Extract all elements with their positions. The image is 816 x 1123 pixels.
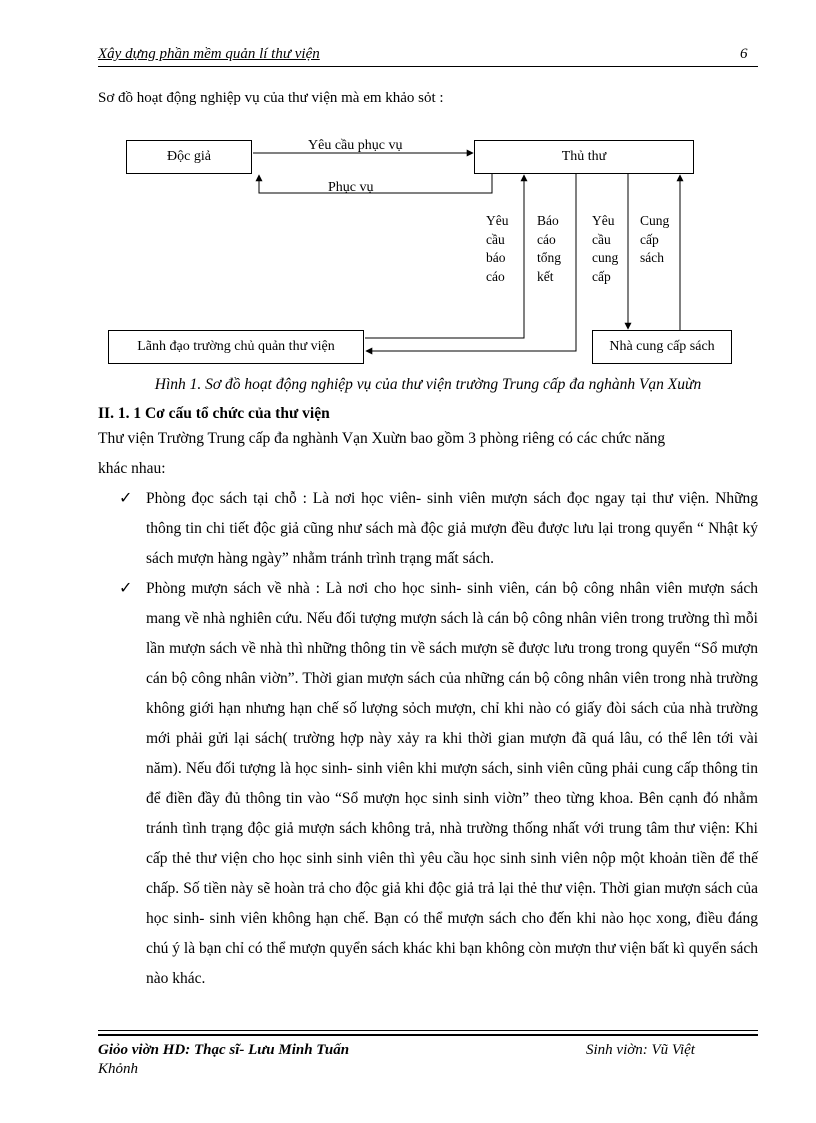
bullet-check-icon: ✓ xyxy=(119,580,133,597)
label-service: Phục vụ xyxy=(328,180,374,195)
label-service-request: Yêu cầu phục vụ xyxy=(308,138,403,153)
label-supply-request: Yêu cầu cung cấp xyxy=(592,213,619,284)
section-heading: II. 1. 1 Cơ cấu tổ chức của thư viện xyxy=(98,405,330,422)
label-supply-books: Cung cấp sách xyxy=(640,213,670,265)
page-number: 6 xyxy=(740,46,748,62)
diagram-intro-text: Sơ đồ hoạt động nghiệp vụ của thư viện mà em khảo sỏt : xyxy=(98,90,444,106)
section-intro-line1: Thư viện Trường Trung cấp đa nghành Vạn Xuừn bao gồm 3 phòng riêng có các chức năng xyxy=(98,430,666,447)
footer-student-continued: Khỏnh xyxy=(98,1061,139,1077)
diagram-arrows xyxy=(0,0,816,380)
footer-rule-thin xyxy=(98,1030,758,1031)
node-librarian: Thủ thư xyxy=(474,140,694,174)
footer-student: Sinh viờn: Vũ Việt xyxy=(586,1042,695,1058)
node-supplier: Nhà cung cấp sách xyxy=(592,330,732,364)
business-process-diagram xyxy=(0,0,816,380)
edge-service xyxy=(259,173,492,193)
figure-caption: Hình 1. Sơ đồ hoạt động nghiệp vụ của thư viện trường Trung cấp đa nghành Vạn Xuừn xyxy=(154,376,702,393)
bullet-reading-room: Phòng đọc sách tại chỗ : Là nơi học viên- sinh viên mượn sách đọc ngay tại thư viện. Những thông tin chi tiết độc giả cũng như sách mà độc giả mượn đều được lưu lại trong quyển “ Nhật ký sách mượn hàng ngày” nhằm tránh trình trạng mất sách. xyxy=(146,490,758,567)
bullet-lending-room: Phòng mượn sách về nhà : Là nơi cho học sinh- sinh viên, cán bộ công nhân viên mượn sách mang về nhà nghiên cứu. Nếu đối tượng mượn sách là cán bộ công nhân viên trong trường thì mỗi lần mượn sách về nhà thì những thông tin về sách mượn sẽ được lưu trong trong quyển “Sổ mượn cán bộ công nhân viờn”. Thời gian mượn sách của những cán bộ công nhân viên trong nhà trường không giới hạn nhưng hạn chế số lượng sỏch mượn, chỉ khi nào có giấy đòi sách của nhà trường mới phải gửi lại sách( trường hợp này xảy ra khi thời gian mượn đã quá lâu, có thể lên tới vài năm). Nếu đối tượng là học sinh- sinh viên khi mượn sách, sinh viên cũng phải cung cấp thông tin để điền đầy đủ thông tin vào “Sổ mượn học sinh sinh viờn” theo từng khoa. Bên cạnh đó nhằm tránh tình trạng độc giả mượn sách không trả, nhà trường thống nhất với trung tâm thư viện: Khi cấp thẻ thư viện cho học sinh sinh viên thì yêu cầu học sinh sinh viên nộp một khoản tiền để thế chấp. Số tiền này sẽ hoàn trả cho độc giả khi độc giả trả lại thẻ thư viện. Thời gian mượn sách của học sinh- sinh viên không hạn chế. Bạn có thể mượn sách cho đến khi nào học xong, điều đáng chú ý là bạn chỉ có thể mượn quyển sách khác khi bạn không còn mượn thư viện bất kì quyển sách nào khác. xyxy=(146,580,758,987)
bullet-check-icon: ✓ xyxy=(119,490,133,507)
footer-advisor: Giỏo viờn HD: Thạc sĩ- Lưu Minh Tuấn xyxy=(98,1042,350,1058)
label-summary-report: Báo cáo tổng kết xyxy=(537,213,562,284)
section-intro-line2: khác nhau: xyxy=(98,460,166,477)
label-report-request: Yêu cầu báo cáo xyxy=(486,213,509,284)
footer-rule-thick xyxy=(98,1034,758,1036)
node-management: Lãnh đạo trường chủ quản thư viện xyxy=(108,330,364,364)
running-header-title: Xây dựng phần mềm quản lí thư viện xyxy=(98,46,320,62)
node-reader: Độc giả xyxy=(126,140,252,174)
